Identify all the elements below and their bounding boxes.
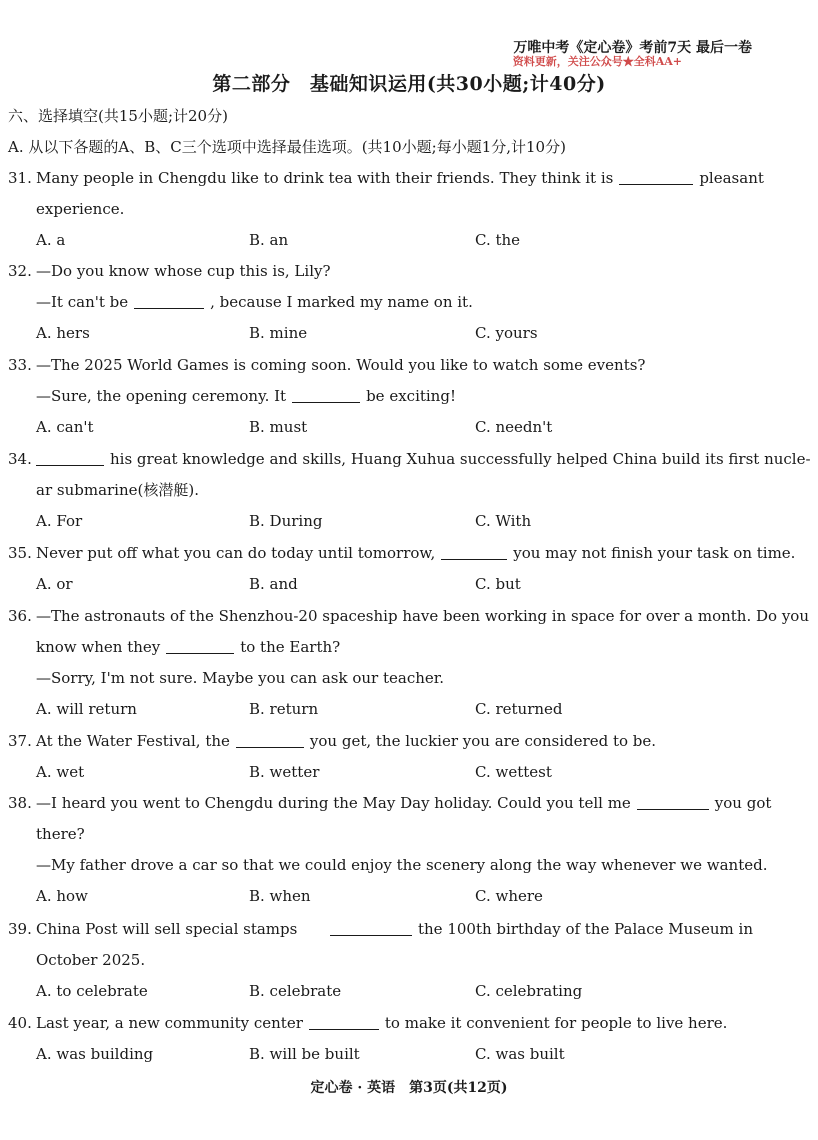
header-top-right: 万唯中考《定心卷》考前7天 最后一卷: [513, 40, 752, 56]
options-row: [8, 506, 753, 537]
question-38: [8, 788, 772, 912]
option-b[interactable]: B. and: [249, 575, 298, 593]
section-heading: 六、选择填空(共15小题;计20分): [8, 107, 228, 125]
option-b[interactable]: B. mine: [249, 324, 308, 342]
options-row: [8, 881, 753, 912]
question-text: Never put off what you can do today until tomorrow,: [36, 544, 436, 562]
question-text: —Sure, the opening ceremony. It: [36, 387, 287, 405]
option-b[interactable]: B. celebrate: [249, 982, 342, 1000]
option-c[interactable]: C. but: [475, 575, 521, 593]
option-a[interactable]: A. how: [36, 887, 88, 905]
options-row: [8, 757, 753, 788]
option-c[interactable]: C. yours: [475, 324, 538, 342]
question-text: —Sorry, I'm not sure. Maybe you can ask our teacher.: [36, 669, 445, 687]
question-text: there?: [36, 825, 85, 843]
question-31: [8, 163, 764, 256]
question-number: 39.: [8, 920, 32, 938]
question-number: 33.: [8, 356, 32, 374]
part-title: 第二部分 基础知识运用(共30小题;计40分): [212, 73, 606, 95]
question-35: [8, 538, 796, 600]
option-b[interactable]: B. return: [249, 700, 319, 718]
question-text: pleasant: [699, 169, 764, 187]
question-number: 32.: [8, 262, 32, 280]
question-line: [8, 444, 811, 475]
answer-blank[interactable]: [36, 450, 104, 466]
question-text: experience.: [36, 200, 125, 218]
question-text: China Post will sell special stamps: [36, 920, 298, 938]
option-a[interactable]: A. to celebrate: [36, 982, 148, 1000]
options-row: [8, 976, 753, 1007]
question-text: you get, the luckier you are considered to be.: [309, 732, 657, 750]
question-39: [8, 914, 753, 1007]
question-line: [8, 256, 753, 287]
option-a[interactable]: A. will return: [36, 700, 137, 718]
option-b[interactable]: B. During: [249, 512, 323, 530]
option-c[interactable]: C. celebrating: [475, 982, 583, 1000]
answer-blank[interactable]: [441, 544, 507, 560]
option-a[interactable]: A. For: [36, 512, 83, 530]
question-line: [8, 350, 753, 381]
options-row: [8, 694, 753, 725]
question-text: , because I marked my name on it.: [210, 293, 473, 311]
answer-blank[interactable]: [236, 732, 304, 748]
question-text: —The 2025 World Games is coming soon. Would you like to watch some events?: [36, 356, 646, 374]
question-text: ar submarine(核潜艇).: [36, 481, 199, 499]
answer-blank[interactable]: [330, 920, 412, 936]
option-b[interactable]: B. must: [249, 418, 308, 436]
question-line: [8, 726, 753, 757]
header-watermark: 资料更新，关注公众号★全科AA+: [512, 55, 682, 68]
instruction: A. 从以下各题的A、B、C三个选项中选择最佳选项。(共10小题;每小题1分,计10分): [8, 138, 566, 156]
question-text: Last year, a new community center: [36, 1014, 303, 1032]
question-text: October 2025.: [36, 951, 146, 969]
option-c[interactable]: C. where: [475, 887, 543, 905]
option-c[interactable]: C. the: [475, 231, 521, 249]
options-row: [8, 412, 753, 443]
question-number: 37.: [8, 732, 32, 750]
question-text: —The astronauts of the Shenzhou-20 spaceship have been working in space for over a month. Do you: [36, 607, 809, 625]
question-text: —Do you know whose cup this is, Lily?: [36, 262, 331, 280]
option-c[interactable]: C. wettest: [475, 763, 552, 781]
question-32: [8, 256, 753, 349]
option-a[interactable]: A. wet: [36, 763, 85, 781]
options-row: [8, 1039, 753, 1070]
option-c[interactable]: C. needn't: [475, 418, 553, 436]
options-row: [8, 318, 753, 349]
question-number: 40.: [8, 1014, 32, 1032]
question-text: to make it convenient for people to live here.: [384, 1014, 728, 1032]
question-text: be exciting!: [366, 387, 456, 405]
option-c[interactable]: C. was built: [475, 1045, 565, 1063]
question-number: 38.: [8, 794, 32, 812]
question-34: [8, 444, 811, 537]
options-row: [8, 225, 753, 256]
question-text: know when they: [36, 638, 161, 656]
question-text: to the Earth?: [240, 638, 341, 656]
answer-blank[interactable]: [292, 387, 360, 403]
question-line: [8, 381, 753, 412]
option-a[interactable]: A. can't: [36, 418, 94, 436]
page-footer: 定心卷 · 英语 第3页(共12页): [310, 1080, 508, 1096]
question-number: 34.: [8, 450, 32, 468]
option-b[interactable]: B. when: [249, 887, 311, 905]
option-b[interactable]: B. wetter: [249, 763, 320, 781]
answer-blank[interactable]: [134, 293, 204, 309]
question-text: Many people in Chengdu like to drink tea with their friends. They think it is: [36, 169, 614, 187]
question-number: 35.: [8, 544, 32, 562]
question-line: [8, 632, 753, 663]
option-a[interactable]: A. hers: [36, 324, 90, 342]
answer-blank[interactable]: [166, 638, 234, 654]
option-a[interactable]: A. was building: [36, 1045, 154, 1063]
question-text: you got: [714, 794, 772, 812]
question-text: you may not finish your task on time.: [513, 544, 796, 562]
question-line: [8, 601, 809, 632]
question-text: —I heard you went to Chengdu during the May Day holiday. Could you tell me: [36, 794, 631, 812]
question-text: —It can't be: [36, 293, 129, 311]
question-36: [8, 601, 809, 725]
answer-blank[interactable]: [637, 794, 709, 810]
options-row: [8, 569, 753, 600]
question-text: —My father drove a car so that we could enjoy the scenery along the way whenever we wanted.: [36, 856, 768, 874]
question-line: [8, 914, 753, 945]
question-33: [8, 350, 753, 443]
option-b[interactable]: B. an: [249, 231, 289, 249]
question-line: [8, 287, 753, 318]
question-40: [8, 1008, 753, 1070]
option-c[interactable]: C. returned: [475, 700, 563, 718]
question-text: his great knowledge and skills, Huang Xuhua successfully helped China build its first nucle-: [110, 450, 811, 468]
question-line: [8, 1008, 753, 1039]
answer-blank[interactable]: [619, 169, 693, 185]
question-line: [8, 163, 764, 194]
question-text: At the Water Festival, the: [36, 732, 230, 750]
answer-blank[interactable]: [309, 1014, 379, 1030]
option-a[interactable]: A. a: [36, 231, 66, 249]
question-text: the 100th birthday of the Palace Museum in: [417, 920, 753, 938]
question-number: 36.: [8, 607, 32, 625]
option-a[interactable]: A. or: [36, 575, 73, 593]
option-b[interactable]: B. will be built: [249, 1045, 360, 1063]
question-37: [8, 726, 753, 788]
option-c[interactable]: C. With: [475, 512, 532, 530]
question-line: [8, 788, 772, 819]
question-line: [8, 538, 796, 569]
question-number: 31.: [8, 169, 32, 187]
